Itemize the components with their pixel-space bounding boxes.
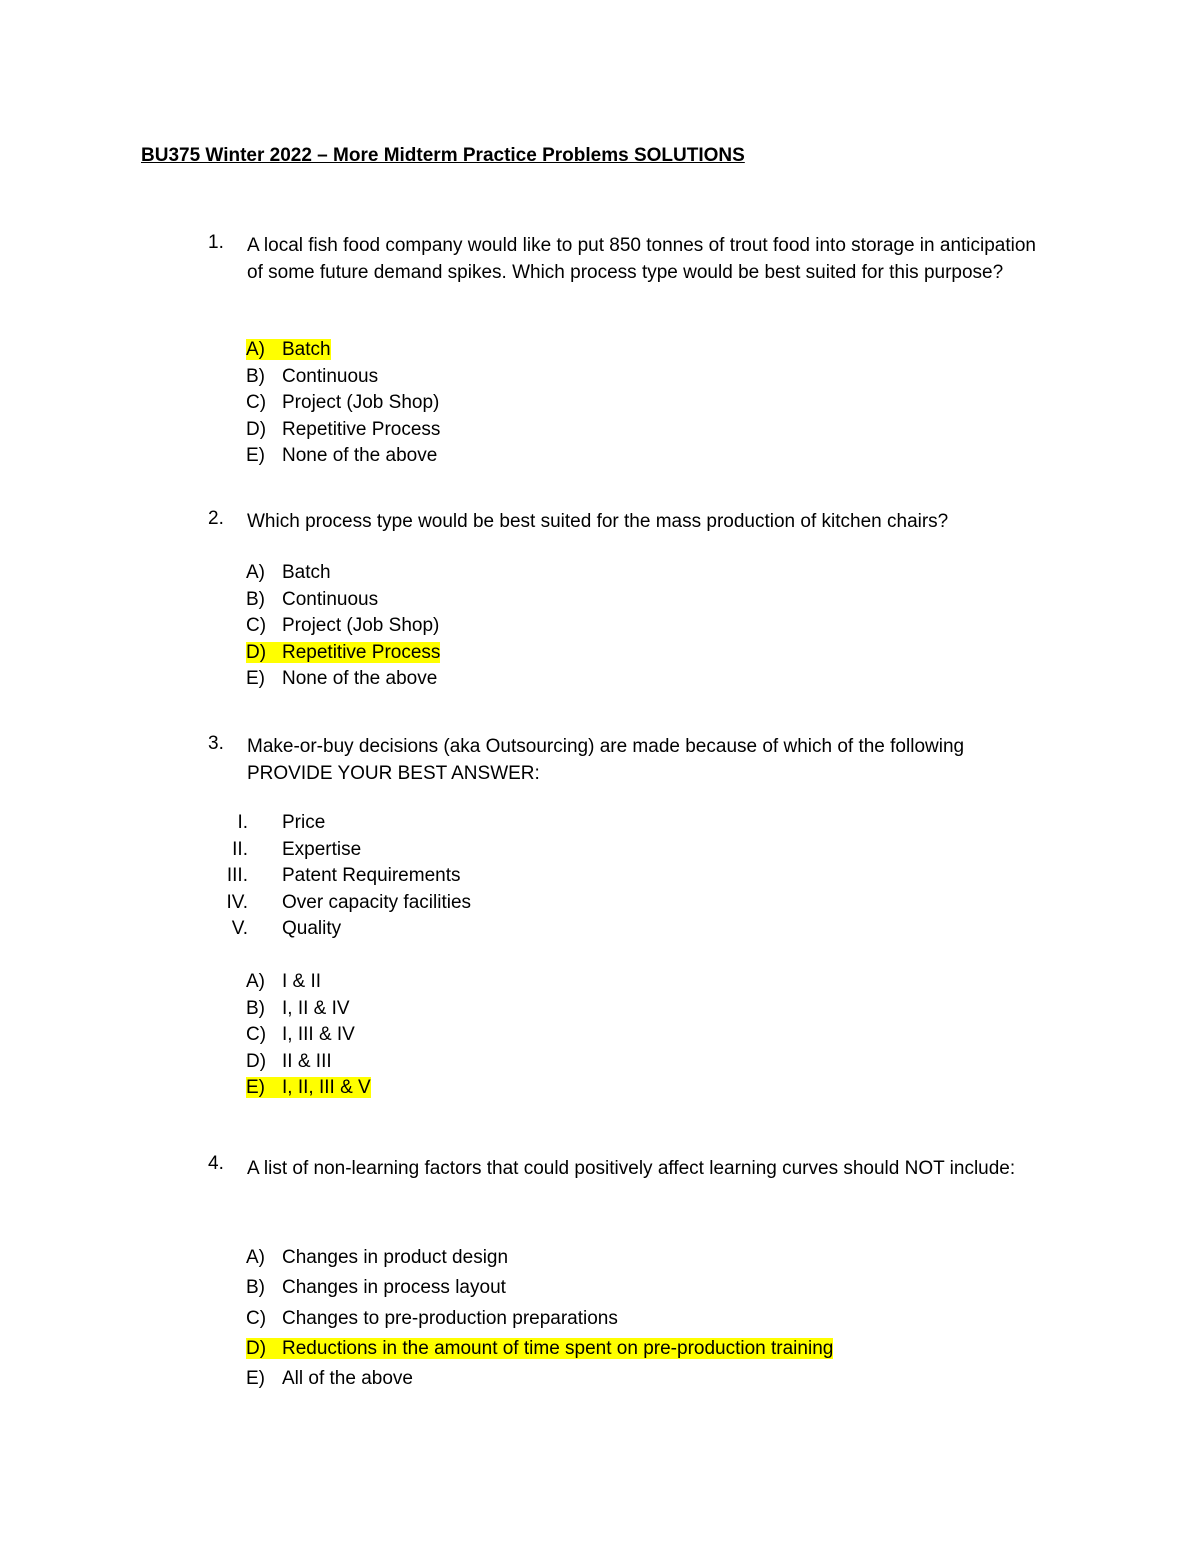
question-4-options: [246, 1243, 833, 1394]
option-text: Batch: [282, 339, 331, 360]
question-4: [208, 1153, 1048, 1184]
option-letter: E): [246, 445, 265, 467]
criteria-text: Over capacity facilities: [282, 891, 472, 913]
option-text: Changes in process layout: [282, 1277, 506, 1299]
option-b: [246, 1273, 833, 1303]
criteria-item: [208, 916, 471, 943]
question-number: 4.: [208, 1153, 224, 1174]
option-letter: C): [246, 392, 267, 414]
criteria-text: Patent Requirements: [282, 865, 461, 887]
option-letter: A): [246, 1247, 265, 1268]
option-letter: B): [246, 588, 265, 610]
option-letter: A): [246, 339, 265, 360]
option-letter: E): [246, 1077, 265, 1099]
question-1-options: [246, 337, 440, 470]
option-letter: B): [246, 365, 265, 387]
option-text: None of the above: [282, 445, 438, 467]
question-number: 1.: [208, 232, 224, 253]
option-letter: E): [246, 668, 265, 690]
option-e: [246, 443, 440, 470]
option-d: [246, 417, 440, 444]
question-2-options: [246, 560, 440, 693]
question-text: A list of non-learning factors that could positively affect learning curves should NOT include:: [247, 1158, 1016, 1179]
option-text: Changes to pre-production preparations: [282, 1307, 618, 1329]
option-letter: A): [246, 971, 265, 992]
option-a: [246, 969, 371, 996]
option-letter: D): [246, 1337, 267, 1359]
criteria-text: Price: [282, 812, 326, 833]
question-3-criteria: [208, 810, 471, 943]
option-b: [246, 587, 440, 614]
question-3: [208, 733, 1048, 787]
option-letter: B): [246, 997, 265, 1019]
option-letter: A): [246, 562, 265, 583]
option-text: Reductions in the amount of time spent on pre-production training: [282, 1337, 834, 1359]
option-text: I, III & IV: [282, 1024, 355, 1046]
roman-numeral: I.: [237, 812, 248, 833]
option-text: Continuous: [282, 365, 379, 387]
option-letter: D): [246, 418, 267, 440]
question-text: Which process type would be best suited for the mass production of kitchen chairs?: [247, 511, 949, 532]
question-1: [208, 232, 1048, 286]
option-a: [246, 560, 440, 587]
option-text: Repetitive Process: [282, 418, 441, 440]
option-text: I & II: [282, 971, 322, 992]
option-text: Repetitive Process: [282, 641, 441, 663]
roman-numeral: II.: [232, 838, 248, 860]
option-text: None of the above: [282, 668, 438, 690]
option-text: Project (Job Shop): [282, 615, 440, 637]
option-a: [246, 337, 440, 364]
criteria-item: [208, 863, 471, 890]
option-text: I, II & IV: [282, 997, 350, 1019]
option-text: All of the above: [282, 1368, 413, 1390]
option-c: [246, 1304, 833, 1334]
roman-numeral: V.: [231, 918, 248, 940]
option-text: Changes in product design: [282, 1247, 509, 1268]
option-letter: D): [246, 641, 267, 663]
option-letter: B): [246, 1277, 265, 1299]
option-text: Project (Job Shop): [282, 392, 440, 414]
option-d: [246, 640, 440, 667]
option-letter: D): [246, 1050, 267, 1072]
criteria-text: Expertise: [282, 838, 362, 860]
option-e: [246, 1364, 833, 1394]
option-b: [246, 996, 371, 1023]
question-2: [208, 508, 1048, 535]
roman-numeral: IV.: [226, 891, 248, 913]
option-text: Continuous: [282, 588, 379, 610]
option-letter: E): [246, 1368, 265, 1390]
option-d: [246, 1049, 371, 1076]
option-e: [246, 1075, 371, 1102]
option-letter: C): [246, 615, 267, 637]
option-c: [246, 1022, 371, 1049]
option-d: [246, 1334, 833, 1364]
option-letter: C): [246, 1024, 267, 1046]
criteria-item: [208, 890, 471, 917]
question-number: 2.: [208, 508, 224, 529]
question-text: Make-or-buy decisions (aka Outsourcing) are made because of which of the following PROVIDE YOUR BEST ANSWER:: [247, 736, 965, 784]
option-text: II & III: [282, 1050, 332, 1072]
option-b: [246, 364, 440, 391]
roman-numeral: III.: [226, 865, 248, 887]
option-c: [246, 613, 440, 640]
option-a: [246, 1243, 833, 1273]
question-3-options: [246, 969, 371, 1102]
option-letter: C): [246, 1307, 267, 1329]
option-text: Batch: [282, 562, 331, 583]
criteria-item: [208, 810, 471, 837]
option-e: [246, 666, 440, 693]
question-text: A local fish food company would like to put 850 tonnes of trout food into storage in anticipation of some future demand spikes. Which process type would be best suited for this purpose?: [247, 235, 1037, 283]
option-text: I, II, III & V: [282, 1077, 371, 1099]
question-number: 3.: [208, 733, 224, 754]
criteria-text: Quality: [282, 918, 342, 940]
option-c: [246, 390, 440, 417]
criteria-item: [208, 837, 471, 864]
page-title: BU375 Winter 2022 – More Midterm Practice Problems SOLUTIONS: [141, 145, 745, 166]
